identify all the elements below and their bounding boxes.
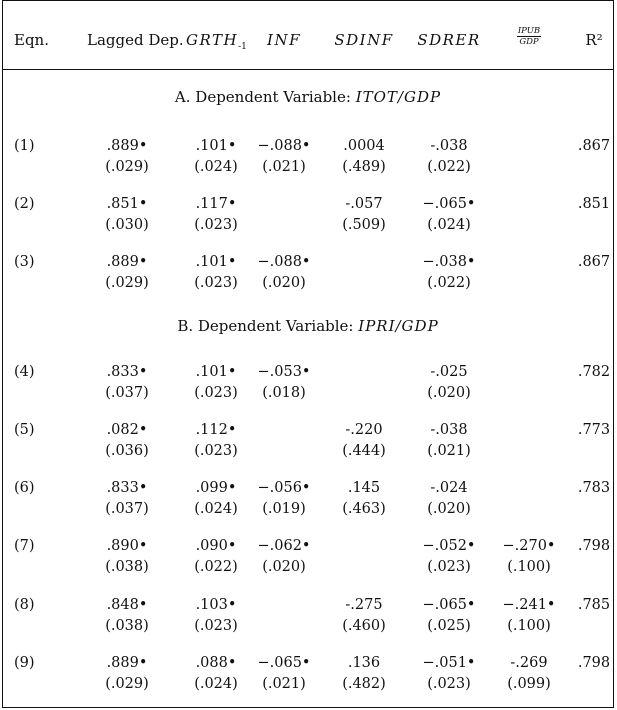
lagged-dep-se-cell: (.029) bbox=[105, 275, 149, 291]
header-sdinf bbox=[329, 31, 399, 49]
sdrer-se-cell: (.025) bbox=[427, 618, 471, 634]
lagged-dep-se-cell: (.029) bbox=[105, 159, 149, 175]
grth-se-cell: (.024) bbox=[194, 676, 238, 692]
grth-cell: .099• bbox=[195, 480, 237, 496]
inf-cell: −.053• bbox=[257, 364, 311, 380]
grth-cell: .103• bbox=[195, 597, 237, 613]
ipub-gdp-cell: -.269 bbox=[510, 655, 548, 671]
lagged-dep-se-cell: (.036) bbox=[105, 443, 149, 459]
sdrer-cell: −.065• bbox=[422, 597, 476, 613]
sdinf-se-cell: (.444) bbox=[342, 443, 386, 459]
inf-se-cell: (.019) bbox=[262, 501, 306, 517]
eqn-cell: (5) bbox=[14, 422, 35, 438]
sdinf-se-cell: (.463) bbox=[342, 501, 386, 517]
lagged-dep-cell: .889• bbox=[106, 138, 148, 154]
header-ipub-gdp bbox=[499, 26, 559, 48]
sdrer-cell: -.038 bbox=[430, 138, 468, 154]
sdinf-se-cell: (.460) bbox=[342, 618, 386, 634]
sdrer-cell: −.051• bbox=[422, 655, 476, 671]
r-squared-cell: .783 bbox=[577, 480, 611, 496]
sdinf-cell: -.275 bbox=[345, 597, 383, 613]
r-squared-cell: .782 bbox=[577, 364, 611, 380]
grth-cell: .088• bbox=[195, 655, 237, 671]
lagged-dep-se-cell: (.037) bbox=[105, 501, 149, 517]
sdinf-se-cell: (.509) bbox=[342, 217, 386, 233]
header-grth bbox=[186, 31, 246, 52]
grth-se-cell: (.022) bbox=[194, 559, 238, 575]
inf-se-cell: (.020) bbox=[262, 559, 306, 575]
sdinf-se-cell: (.489) bbox=[342, 159, 386, 175]
sdrer-se-cell: (.023) bbox=[427, 559, 471, 575]
header-ipub-fraction bbox=[517, 26, 541, 47]
r-squared-cell: .798 bbox=[577, 655, 611, 671]
section-a-prefix: A. Dependent Variable: bbox=[174, 88, 356, 106]
ipub-gdp-se-cell: (.100) bbox=[507, 618, 551, 634]
lagged-dep-se-cell: (.029) bbox=[105, 676, 149, 692]
lagged-dep-se-cell: (.037) bbox=[105, 385, 149, 401]
inf-cell: −.062• bbox=[257, 538, 311, 554]
lagged-dep-cell: .889• bbox=[106, 254, 148, 270]
grth-cell: .101• bbox=[195, 364, 237, 380]
sdrer-cell: -.025 bbox=[430, 364, 468, 380]
inf-cell: −.088• bbox=[257, 138, 311, 154]
header-ipub-numerator: IPUB bbox=[517, 26, 541, 36]
grth-se-cell: (.023) bbox=[194, 618, 238, 634]
grth-cell: .112• bbox=[195, 422, 237, 438]
lagged-dep-se-cell: (.038) bbox=[105, 559, 149, 575]
sdrer-cell: −.052• bbox=[422, 538, 476, 554]
inf-cell: −.056• bbox=[257, 480, 311, 496]
inf-se-cell: (.020) bbox=[262, 275, 306, 291]
eqn-cell: (2) bbox=[14, 196, 35, 212]
r-squared-cell: .867 bbox=[577, 254, 611, 270]
r-squared-cell: .785 bbox=[577, 597, 611, 613]
sdinf-cell: .0004 bbox=[343, 138, 385, 154]
grth-se-cell: (.024) bbox=[194, 159, 238, 175]
header-sdrer-label: SDRER bbox=[417, 31, 481, 49]
lagged-dep-cell: .851• bbox=[106, 196, 148, 212]
eqn-cell: (8) bbox=[14, 597, 35, 613]
section-b-variable: IPRI/GDP bbox=[358, 317, 439, 335]
header-divider bbox=[3, 69, 613, 70]
eqn-cell: (1) bbox=[14, 138, 35, 154]
grth-se-cell: (.024) bbox=[194, 501, 238, 517]
section-a-variable: ITOT/GDP bbox=[355, 88, 442, 106]
grth-se-cell: (.023) bbox=[194, 217, 238, 233]
grth-se-cell: (.023) bbox=[194, 385, 238, 401]
lagged-dep-se-cell: (.030) bbox=[105, 217, 149, 233]
sdrer-cell: −.038• bbox=[422, 254, 476, 270]
ipub-gdp-se-cell: (.099) bbox=[507, 676, 551, 692]
sdinf-cell: .145 bbox=[347, 480, 381, 496]
sdinf-se-cell: (.482) bbox=[342, 676, 386, 692]
grth-cell: .117• bbox=[195, 196, 237, 212]
lagged-dep-cell: .848• bbox=[106, 597, 148, 613]
header-sdrer bbox=[409, 31, 489, 49]
sdinf-cell: -.057 bbox=[345, 196, 383, 212]
lagged-dep-cell: .082• bbox=[106, 422, 148, 438]
lagged-dep-cell: .889• bbox=[106, 655, 148, 671]
grth-se-cell: (.023) bbox=[194, 275, 238, 291]
inf-se-cell: (.021) bbox=[262, 159, 306, 175]
sdrer-se-cell: (.022) bbox=[427, 275, 471, 291]
header-inf bbox=[254, 31, 314, 49]
eqn-cell: (6) bbox=[14, 480, 35, 496]
lagged-dep-cell: .833• bbox=[106, 480, 148, 496]
header-lagged-dep: Lagged Dep. bbox=[87, 31, 184, 49]
inf-se-cell: (.018) bbox=[262, 385, 306, 401]
section-title-a bbox=[3, 88, 613, 106]
ipub-gdp-cell: −.270• bbox=[502, 538, 556, 554]
sdrer-se-cell: (.023) bbox=[427, 676, 471, 692]
inf-cell: −.088• bbox=[257, 254, 311, 270]
header-ipub-denominator: GDP bbox=[519, 37, 539, 47]
grth-cell: .101• bbox=[195, 138, 237, 154]
sdrer-se-cell: (.020) bbox=[427, 385, 471, 401]
sdrer-se-cell: (.024) bbox=[427, 217, 471, 233]
sdinf-cell: .136 bbox=[347, 655, 381, 671]
regression-table bbox=[2, 0, 614, 708]
sdrer-cell: -.038 bbox=[430, 422, 468, 438]
inf-cell: −.065• bbox=[257, 655, 311, 671]
section-title-b bbox=[3, 317, 613, 335]
r-squared-cell: .798 bbox=[577, 538, 611, 554]
header-sdinf-label: SDINF bbox=[334, 31, 394, 49]
header-r-squared: R² bbox=[585, 31, 603, 49]
lagged-dep-cell: .833• bbox=[106, 364, 148, 380]
sdinf-cell: -.220 bbox=[345, 422, 383, 438]
inf-se-cell: (.021) bbox=[262, 676, 306, 692]
sdrer-se-cell: (.022) bbox=[427, 159, 471, 175]
r-squared-cell: .851 bbox=[577, 196, 611, 212]
ipub-gdp-cell: −.241• bbox=[502, 597, 556, 613]
grth-cell: .101• bbox=[195, 254, 237, 270]
eqn-cell: (3) bbox=[14, 254, 35, 270]
sdrer-se-cell: (.020) bbox=[427, 501, 471, 517]
eqn-cell: (9) bbox=[14, 655, 35, 671]
eqn-cell: (7) bbox=[14, 538, 35, 554]
header-inf-label: INF bbox=[267, 31, 301, 49]
lagged-dep-cell: .890• bbox=[106, 538, 148, 554]
sdrer-cell: −.065• bbox=[422, 196, 476, 212]
lagged-dep-se-cell: (.038) bbox=[105, 618, 149, 634]
section-b-prefix: B. Dependent Variable: bbox=[177, 317, 359, 335]
header-grth-label: GRTH bbox=[186, 31, 239, 49]
header-grth-subscript: -1 bbox=[238, 42, 247, 52]
grth-se-cell: (.023) bbox=[194, 443, 238, 459]
r-squared-cell: .867 bbox=[577, 138, 611, 154]
sdrer-cell: -.024 bbox=[430, 480, 468, 496]
sdrer-se-cell: (.021) bbox=[427, 443, 471, 459]
header-eqn: Eqn. bbox=[14, 31, 49, 49]
r-squared-cell: .773 bbox=[577, 422, 611, 438]
grth-cell: .090• bbox=[195, 538, 237, 554]
ipub-gdp-se-cell: (.100) bbox=[507, 559, 551, 575]
eqn-cell: (4) bbox=[14, 364, 35, 380]
